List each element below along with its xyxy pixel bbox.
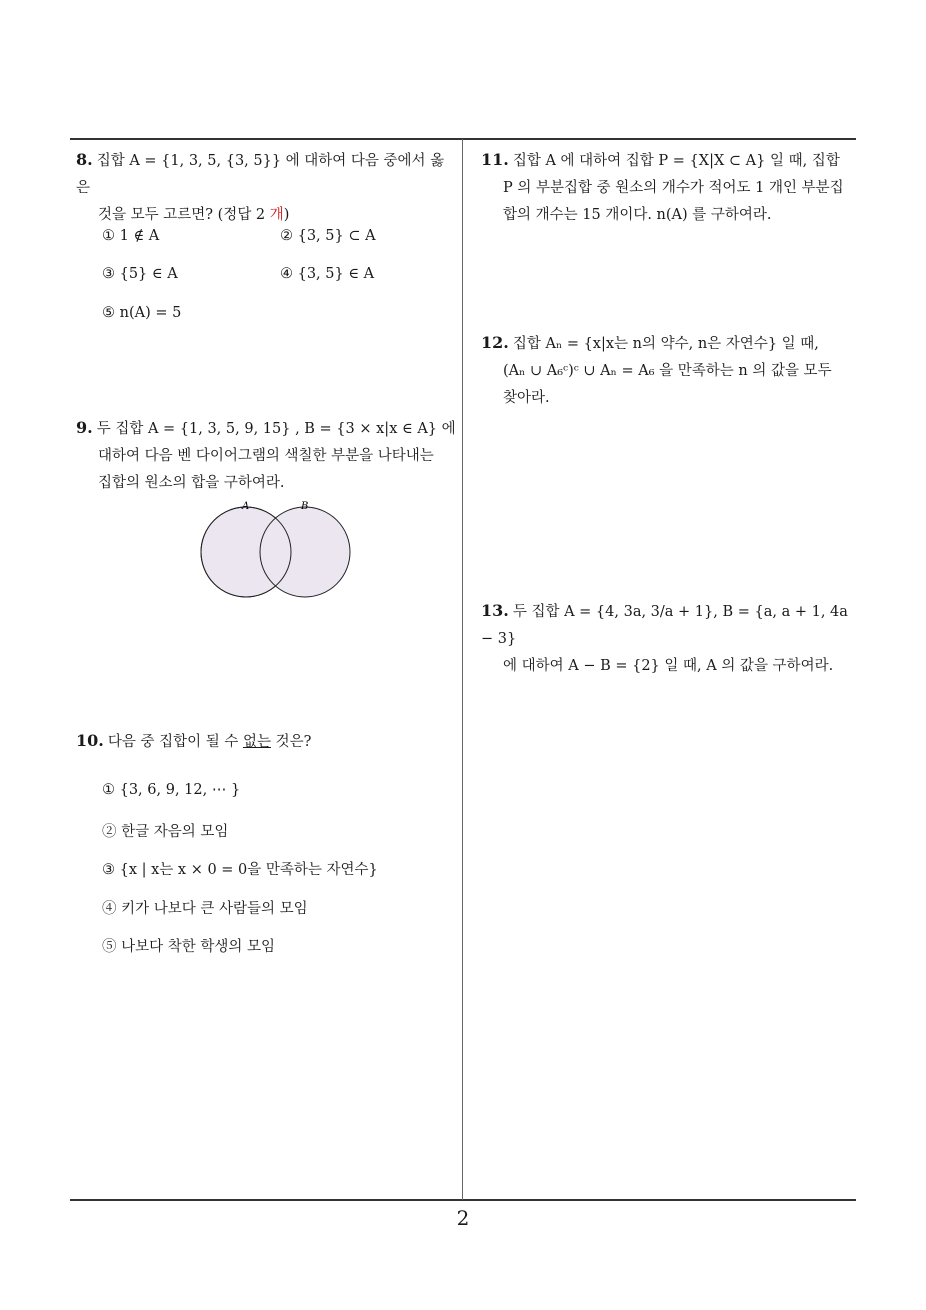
question-text: 집합 A = {1, 3, 5, {3, 5}} 에 대하여 다음 중에서 옳은 [76,153,445,196]
question-text-line2: (Aₙ ∪ A₆ᶜ)ᶜ ∪ Aₙ = A₆ 을 만족하는 n 의 값을 모두 [503,363,832,379]
page-number: 2 [456,1206,470,1230]
question-text-line3: 합의 개수는 15 개이다. n(A) 를 구하여라. [503,207,772,223]
choice-2[interactable]: ② 한글 자음의 모임 [102,824,229,840]
question-number: 9. [76,418,93,437]
question-number: 12. [481,333,509,352]
question-text: 두 집합 A = {1, 3, 5, 9, 15} , B = {3 × x|x ∈ A} 에 [96,421,456,437]
choice-1[interactable]: ① {3, 6, 9, 12, ⋯ } [102,782,241,798]
question-13 [481,597,861,680]
choice-4[interactable]: ④ 키가 나보다 큰 사람들의 모임 [102,901,308,917]
question-text: 두 집합 A = {4, 3a, 3/a + 1}, B = {a, a + 1, 4a − 3} [481,604,853,647]
question-text: 집합 Aₙ = {x|x는 n의 약수, n은 자연수} 일 때, [512,336,819,352]
question-text: 집합 A 에 대하여 집합 P = {X|X ⊂ A} 일 때, 집합 [512,153,840,169]
question-number: 11. [481,150,509,169]
venn-diagram [196,500,356,604]
question-text: 다음 중 집합이 될 수 없는 것은? [107,734,312,750]
question-10 [76,727,458,756]
question-number: 8. [76,150,93,169]
choice-4[interactable]: ④ {3, 5} ∈ A [280,266,375,282]
choice-1[interactable]: ① 1 ∉ A [102,228,160,244]
choice-3[interactable]: ③ {x | x는 x × 0 = 0을 만족하는 자연수} [102,862,378,878]
question-9 [76,414,458,497]
highlight-text: 개 [269,207,284,223]
column-divider [462,139,463,1200]
question-8 [76,146,458,229]
venn-label-a: A [242,501,250,512]
emphasis-text: 없는 [242,734,271,750]
question-text-line3: 집합의 원소의 합을 구하여라. [98,475,285,491]
venn-circle-b [260,507,350,597]
bottom-rule [70,1199,856,1201]
question-12 [481,329,861,412]
question-11 [481,146,861,229]
top-rule [70,138,856,140]
venn-label-b: B [301,501,309,512]
question-number: 13. [481,601,509,620]
question-text-line2: 대하여 다음 벤 다이어그램의 색칠한 부분을 나타내는 [98,448,434,464]
question-number: 10. [76,731,104,750]
choice-3[interactable]: ③ {5} ∈ A [102,266,178,282]
question-text-line2: 에 대하여 A − B = {2} 일 때, A 의 값을 구하여라. [503,658,834,674]
question-text-line3: 찾아라. [503,390,550,406]
question-text-line2: P 의 부분집합 중 원소의 개수가 적어도 1 개인 부분집 [503,180,844,196]
question-text-line2: 것을 모두 고르면? (정답 2 개) [98,207,290,223]
choice-5[interactable]: ⑤ 나보다 착한 학생의 모임 [102,939,276,955]
choice-5[interactable]: ⑤ n(A) = 5 [102,305,182,321]
choice-2[interactable]: ② {3, 5} ⊂ A [280,228,376,244]
